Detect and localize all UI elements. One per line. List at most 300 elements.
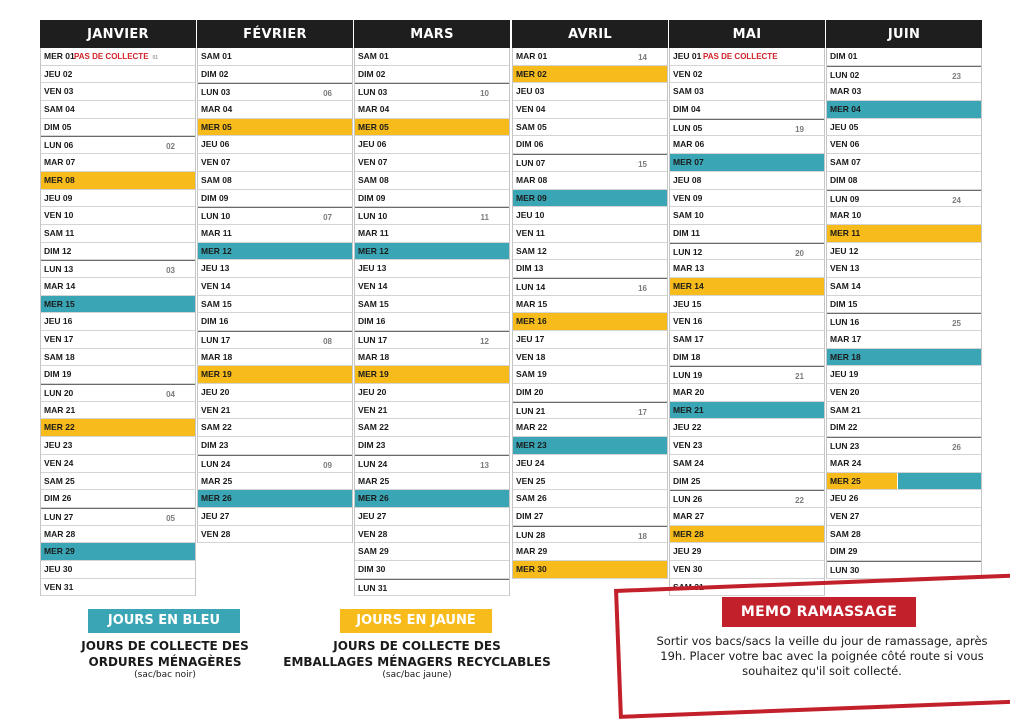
day-row	[670, 225, 824, 243]
day-label: MER 07	[673, 157, 704, 168]
day-row	[41, 154, 195, 172]
day-row	[670, 437, 824, 455]
day-label: MER 18	[830, 351, 861, 362]
day-list	[669, 48, 825, 596]
day-label: DIM 29	[830, 546, 858, 557]
day-row	[355, 172, 509, 190]
day-row	[513, 490, 667, 508]
day-label: JEU 13	[201, 263, 230, 274]
day-label: JEU 06	[358, 139, 387, 150]
day-label: JEU 03	[516, 86, 545, 97]
day-label: DIM 09	[201, 192, 229, 203]
day-row	[41, 172, 195, 190]
day-label: JEU 22	[673, 422, 702, 433]
day-row	[41, 366, 195, 384]
day-label: LUN 24	[201, 458, 231, 469]
day-row	[670, 207, 824, 225]
day-label: DIM 02	[201, 68, 229, 79]
day-label: LUN 16	[830, 317, 860, 328]
day-row	[198, 455, 352, 473]
day-label: VEN 31	[44, 581, 74, 592]
day-row	[827, 101, 981, 119]
day-row	[513, 508, 667, 526]
day-row	[41, 207, 195, 225]
day-label: LUN 10	[201, 211, 231, 222]
day-label: VEN 13	[830, 263, 860, 274]
day-row	[670, 366, 824, 384]
day-label: JEU 17	[516, 334, 545, 344]
day-row	[41, 579, 195, 597]
legend-yellow-line1: JOURS DE COLLECTE DES	[333, 639, 501, 653]
day-label: VEN 27	[830, 510, 860, 521]
day-label: DIM 08	[830, 174, 858, 185]
day-label: MER 26	[201, 493, 232, 504]
day-row	[198, 243, 352, 261]
day-list	[40, 48, 196, 596]
week-number: 22	[795, 496, 804, 506]
week-number: 25	[952, 319, 961, 329]
legend-yellow-line2: EMBALLAGES MÉNAGERS RECYCLABLES	[283, 655, 551, 669]
day-row	[827, 419, 981, 437]
day-label: JEU 20	[201, 387, 230, 398]
day-label: VEN 02	[673, 68, 703, 79]
day-label: DIM 27	[516, 510, 544, 521]
week-number: 07	[323, 213, 332, 223]
day-row	[355, 366, 509, 384]
day-label: MAR 22	[516, 422, 548, 433]
day-label: MAR 10	[830, 210, 862, 221]
day-row	[198, 190, 352, 208]
day-row	[198, 437, 352, 455]
day-label: LUN 27	[44, 511, 74, 522]
month-header: MARS	[354, 20, 510, 48]
day-row	[513, 526, 667, 544]
day-row	[513, 366, 667, 384]
day-row	[513, 243, 667, 261]
day-row	[670, 526, 824, 544]
day-row	[827, 48, 981, 66]
day-row	[41, 66, 195, 84]
day-row	[355, 278, 509, 296]
week-number: 18	[638, 531, 647, 541]
day-label: MAR 03	[830, 86, 862, 97]
day-row	[827, 296, 981, 314]
day-label: MAR 28	[44, 528, 76, 539]
day-label: SAM 15	[201, 298, 232, 309]
day-row	[513, 561, 667, 579]
day-label: LUN 23	[830, 441, 860, 452]
day-row	[355, 101, 509, 119]
day-row	[41, 136, 195, 154]
day-row	[670, 490, 824, 508]
day-row	[198, 349, 352, 367]
day-label: MER 16	[516, 316, 547, 327]
day-row	[670, 190, 824, 208]
week-number: 11	[480, 213, 489, 223]
day-label: VEN 14	[358, 280, 388, 291]
day-row	[355, 402, 509, 420]
day-row	[513, 384, 667, 402]
day-label: MAR 18	[201, 351, 233, 362]
day-row	[513, 402, 667, 420]
day-label: LUN 19	[673, 370, 703, 381]
legend-yellow-text	[262, 638, 572, 681]
day-label: DIM 15	[830, 298, 858, 309]
day-row	[198, 490, 352, 508]
day-label: SAM 01	[201, 51, 232, 61]
day-row	[827, 83, 981, 101]
day-label: DIM 02	[358, 68, 386, 79]
legend-blue-line1: JOURS DE COLLECTE DES	[81, 639, 249, 653]
week-number: 24	[952, 195, 961, 205]
day-row	[670, 384, 824, 402]
day-row	[827, 278, 981, 296]
day-row	[513, 260, 667, 278]
day-row	[670, 260, 824, 278]
day-row	[513, 172, 667, 190]
day-label: DIM 25	[673, 475, 701, 486]
day-label: LUN 03	[201, 87, 231, 98]
legend-yellow-line3: (sac/bac jaune)	[382, 670, 452, 680]
day-row	[355, 579, 509, 597]
day-list	[197, 48, 353, 543]
day-label: VEN 30	[673, 563, 703, 574]
week-number: 16	[638, 283, 647, 293]
day-row	[513, 437, 667, 455]
day-label: DIM 20	[516, 387, 544, 398]
day-row	[355, 384, 509, 402]
day-label: SAM 22	[201, 422, 232, 433]
day-label: JEU 20	[358, 387, 387, 398]
day-row	[355, 48, 509, 66]
day-label: VEN 09	[673, 192, 703, 203]
day-label: LUN 05	[673, 122, 703, 133]
day-label: MER 09	[516, 192, 547, 203]
day-row	[355, 66, 509, 84]
day-row	[670, 136, 824, 154]
day-label: MAR 06	[673, 139, 705, 150]
no-collection-note: PAS DE COLLECTE	[74, 52, 149, 61]
day-row	[41, 349, 195, 367]
day-label: VEN 16	[673, 316, 703, 327]
day-label: JEU 05	[830, 121, 859, 132]
day-label: JEU 09	[44, 192, 73, 203]
legend-blue-text	[40, 638, 290, 681]
day-label: SAM 31	[673, 581, 704, 592]
day-label: DIM 23	[201, 440, 229, 451]
day-label: VEN 07	[358, 157, 388, 168]
day-label: LUN 13	[44, 264, 74, 275]
day-label: MAR 18	[358, 351, 390, 362]
day-row	[41, 561, 195, 579]
day-row	[198, 101, 352, 119]
day-label: MER 05	[201, 121, 232, 132]
day-row	[41, 190, 195, 208]
day-label: MAR 29	[516, 546, 548, 557]
day-row	[513, 313, 667, 331]
day-row	[513, 278, 667, 296]
day-label: SAM 05	[516, 121, 547, 132]
day-row	[513, 48, 667, 66]
day-label: MER 22	[44, 422, 75, 433]
month-avril	[512, 20, 668, 579]
day-row	[41, 296, 195, 314]
day-label: LUN 10	[358, 211, 388, 222]
week-number: 03	[166, 266, 175, 276]
month-header: FÉVRIER	[197, 20, 353, 48]
day-label: DIM 11	[673, 227, 700, 238]
day-label: DIM 26	[44, 493, 72, 504]
day-row	[827, 349, 981, 367]
day-row	[513, 455, 667, 473]
day-label: MER 05	[358, 121, 389, 132]
day-row	[41, 473, 195, 491]
day-row	[41, 526, 195, 544]
week-number: 04	[166, 390, 175, 400]
day-row	[198, 331, 352, 349]
day-list	[512, 48, 668, 579]
day-label: SAM 21	[830, 404, 861, 415]
day-row	[670, 296, 824, 314]
day-label: MAR 14	[44, 280, 76, 291]
day-label: SAM 08	[201, 174, 232, 185]
day-row	[827, 455, 981, 473]
day-label: MAR 01	[516, 51, 548, 61]
day-label: SAM 26	[516, 493, 547, 504]
day-row	[355, 419, 509, 437]
day-label: JEU 27	[358, 510, 387, 521]
day-row	[198, 83, 352, 101]
day-label: MAR 08	[516, 174, 548, 185]
day-label: JEU 30	[44, 563, 73, 574]
day-row	[41, 260, 195, 278]
day-row	[670, 419, 824, 437]
day-row	[670, 561, 824, 579]
day-label: SAM 24	[673, 457, 704, 468]
month-janvier	[40, 20, 196, 596]
day-label: VEN 24	[44, 457, 74, 468]
legend-blue-badge: JOURS EN BLEU	[88, 609, 240, 633]
day-label: VEN 04	[516, 104, 546, 115]
day-label: SAM 11	[44, 227, 75, 238]
week-number: 06	[323, 89, 332, 99]
day-label: MER 14	[673, 280, 704, 291]
week-number: 10	[480, 89, 489, 99]
day-label: MAR 15	[516, 298, 548, 309]
day-label: DIM 16	[201, 316, 229, 327]
day-row	[827, 172, 981, 190]
day-row	[41, 278, 195, 296]
day-row	[41, 402, 195, 420]
day-row	[827, 331, 981, 349]
day-row	[827, 437, 981, 455]
day-row	[355, 313, 509, 331]
day-label: SAM 25	[44, 475, 75, 486]
day-row	[670, 278, 824, 296]
day-row	[827, 225, 981, 243]
day-label: JEU 08	[673, 174, 702, 185]
day-row	[198, 172, 352, 190]
day-label: MAR 11	[358, 227, 389, 238]
day-label: MER 29	[44, 546, 75, 557]
day-row	[827, 473, 981, 491]
day-label: VEN 21	[358, 404, 388, 415]
day-row	[198, 154, 352, 172]
day-label: SAM 18	[44, 351, 75, 362]
week-number: 26	[952, 443, 961, 453]
day-row	[355, 154, 509, 172]
day-label: DIM 30	[358, 563, 386, 574]
day-row	[670, 83, 824, 101]
day-label: SAM 15	[358, 298, 389, 309]
day-row	[827, 526, 981, 544]
week-number: 12	[480, 337, 489, 346]
day-row	[513, 349, 667, 367]
day-label: DIM 13	[516, 263, 544, 274]
legend-blue-line2: ORDURES MÉNAGÈRES	[88, 655, 242, 669]
memo-text: Sortir vos bacs/sacs la veille du jour de ramassage, après 19h. Placer votre bac avec la poignée côté route si vous souhaitez qu'il soit collecté.	[656, 634, 988, 678]
day-row	[670, 48, 824, 66]
day-row	[513, 207, 667, 225]
day-row	[198, 278, 352, 296]
day-label: VEN 17	[44, 334, 74, 344]
day-label: DIM 05	[44, 121, 72, 132]
day-label: JEU 06	[201, 139, 230, 150]
week-number: 05	[166, 513, 175, 523]
month-header: JUIN	[826, 20, 982, 48]
day-row	[513, 190, 667, 208]
day-row	[355, 526, 509, 544]
day-row	[198, 508, 352, 526]
day-row	[827, 508, 981, 526]
day-label: JEU 02	[44, 68, 73, 79]
week-number: 17	[638, 407, 647, 417]
day-row	[198, 313, 352, 331]
day-row	[670, 349, 824, 367]
day-label: MER 28	[673, 528, 704, 539]
day-label: SAM 01	[358, 51, 389, 61]
month-mai	[669, 20, 825, 596]
day-row	[355, 331, 509, 349]
day-label: MER 26	[358, 493, 389, 504]
day-label: LUN 14	[516, 281, 546, 292]
day-row	[355, 136, 509, 154]
week-number: 02	[166, 142, 175, 152]
day-row	[198, 366, 352, 384]
day-row	[513, 66, 667, 84]
day-row	[513, 419, 667, 437]
day-row	[670, 313, 824, 331]
day-row	[41, 243, 195, 261]
day-label: LUN 12	[673, 246, 703, 257]
day-label: DIM 23	[358, 440, 386, 451]
day-row	[355, 473, 509, 491]
day-row	[670, 243, 824, 261]
day-row	[827, 260, 981, 278]
day-label: VEN 18	[516, 351, 546, 362]
week-number: 08	[323, 337, 332, 346]
day-label: VEN 28	[358, 528, 388, 539]
day-row	[513, 296, 667, 314]
day-row	[827, 243, 981, 261]
day-label: VEN 07	[201, 157, 231, 168]
month-header: MAI	[669, 20, 825, 48]
day-row	[198, 473, 352, 491]
day-label: MAR 21	[44, 404, 76, 415]
day-row	[827, 66, 981, 84]
day-label: JEU 29	[673, 546, 702, 557]
day-row	[41, 83, 195, 101]
day-label: MAR 13	[673, 263, 705, 274]
day-label: SAM 22	[358, 422, 389, 433]
day-label: DIM 16	[358, 316, 386, 327]
day-label: SAM 10	[673, 210, 704, 221]
month-fevrier	[197, 20, 353, 543]
day-row	[41, 225, 195, 243]
day-label: MER 11	[830, 227, 861, 238]
day-label: LUN 24	[358, 458, 388, 469]
day-row	[41, 437, 195, 455]
day-label: SAM 28	[830, 528, 861, 539]
day-row	[670, 119, 824, 137]
day-label: MER 25	[830, 475, 861, 486]
day-label: LUN 02	[830, 69, 860, 80]
day-row	[827, 119, 981, 137]
day-label: VEN 20	[830, 387, 860, 398]
day-row	[198, 296, 352, 314]
day-label: SAM 12	[516, 245, 547, 256]
week-number: 20	[795, 248, 804, 258]
day-label: JEU 12	[830, 245, 859, 256]
day-label: SAM 04	[44, 104, 75, 115]
day-row	[198, 66, 352, 84]
day-label: DIM 12	[44, 245, 72, 256]
day-label: SAM 29	[358, 546, 389, 557]
day-row	[355, 437, 509, 455]
day-row	[827, 543, 981, 561]
day-row	[198, 260, 352, 278]
day-label: MER 15	[44, 298, 75, 309]
day-label: JEU 13	[358, 263, 387, 274]
day-row	[670, 402, 824, 420]
day-label: MAR 04	[201, 104, 233, 115]
day-row	[198, 119, 352, 137]
day-label: LUN 07	[516, 158, 546, 169]
day-row	[827, 154, 981, 172]
day-row	[827, 490, 981, 508]
day-label: MER 12	[358, 245, 389, 256]
day-label: JEU 15	[673, 298, 702, 309]
day-label: VEN 28	[201, 528, 231, 539]
month-header: AVRIL	[512, 20, 668, 48]
day-label: MAR 11	[201, 227, 232, 238]
day-row	[198, 225, 352, 243]
day-row	[41, 508, 195, 526]
day-label: MAR 25	[201, 475, 233, 486]
day-label: MER 01	[44, 51, 75, 61]
day-row	[670, 508, 824, 526]
day-row	[355, 225, 509, 243]
day-row	[670, 543, 824, 561]
day-row	[355, 119, 509, 137]
small-week-mark: 01	[152, 55, 159, 61]
day-label: DIM 22	[830, 422, 858, 433]
week-number: 19	[795, 124, 804, 134]
day-label: MER 12	[201, 245, 232, 256]
day-label: MER 21	[673, 404, 704, 415]
day-row	[827, 366, 981, 384]
day-row	[827, 402, 981, 420]
